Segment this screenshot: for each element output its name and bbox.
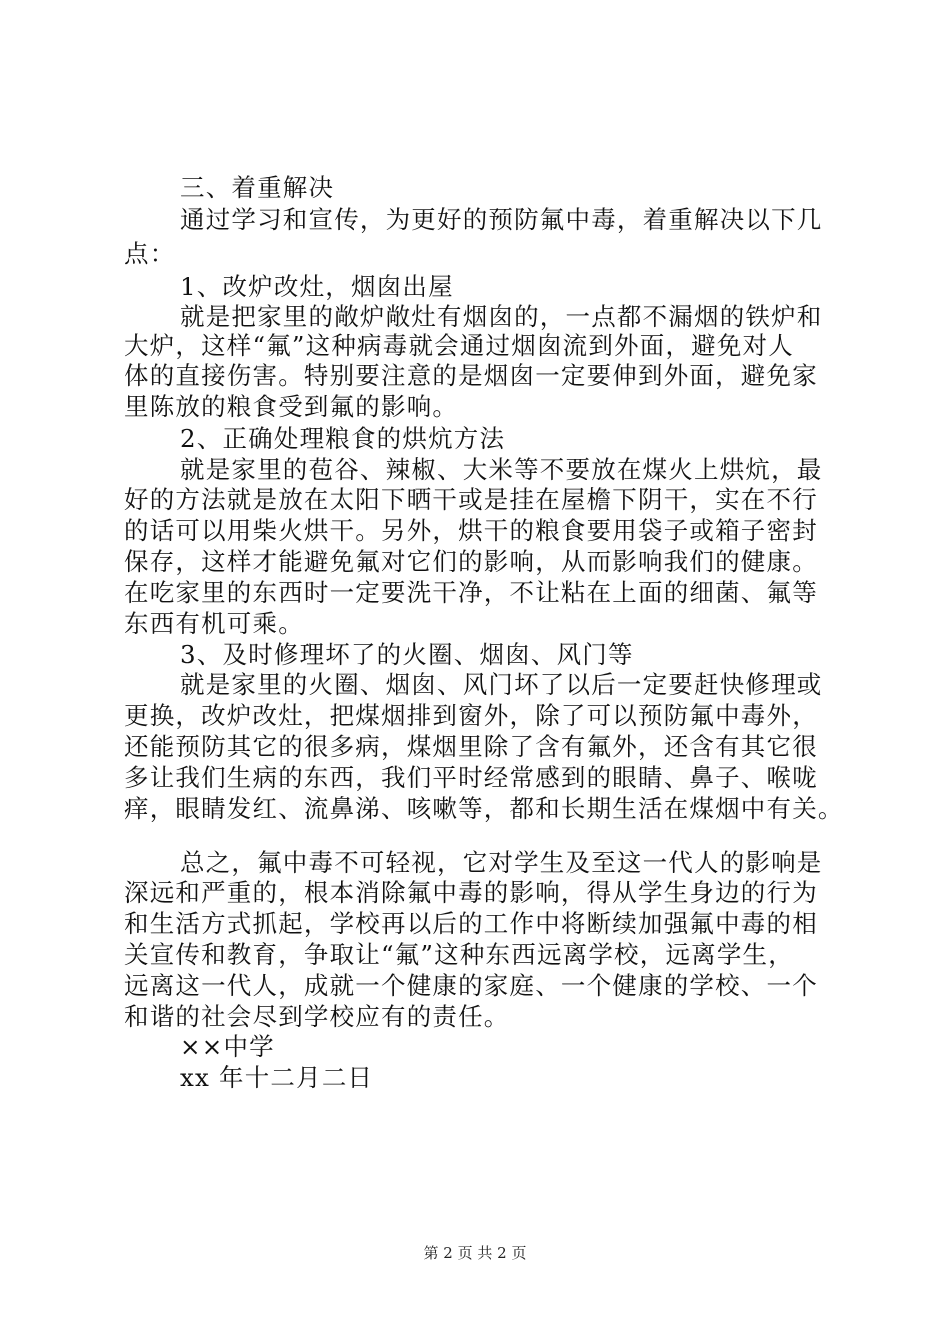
- subheading-1: 1、改炉改灶，烟囱出屋: [180, 272, 454, 301]
- conclusion-line: 总之，氟中毒不可轻视，它对学生及至这一代人的影响是: [180, 848, 823, 877]
- body-line: 多让我们生病的东西，我们平时经常感到的眼睛、鼻子、喉咙: [124, 763, 818, 792]
- subheading-2: 2、正确处理粮食的烘炕方法: [180, 424, 506, 453]
- section-heading-3: 三、着重解决: [180, 173, 335, 202]
- body-line: 保存，这样才能避免氟对它们的影响，从而影响我们的健康。: [124, 547, 818, 576]
- body-line: 更换，改炉改灶，把煤烟排到窗外，除了可以预防氟中毒外，: [124, 701, 818, 730]
- signature-date: xx 年十二月二日: [180, 1063, 374, 1092]
- conclusion-line: 和生活方式抓起，学校再以后的工作中将断续加强氟中毒的相: [124, 909, 818, 938]
- subheading-3: 3、及时修理坏了的火圈、烟囱、风门等: [180, 640, 634, 669]
- body-line: 就是把家里的敞炉敞灶有烟囱的，一点都不漏烟的铁炉和: [180, 302, 823, 331]
- conclusion-line: 和谐的社会尽到学校应有的责任。: [124, 1002, 510, 1031]
- conclusion-line: 远离这一代人，成就一个健康的家庭、一个健康的学校、一个: [124, 971, 818, 1000]
- body-line: 通过学习和宣传，为更好的预防氟中毒，着重解决以下几: [180, 205, 823, 234]
- body-line: 体的直接伤害。特别要注意的是烟囱一定要伸到外面，避免家: [124, 361, 818, 390]
- body-line: 好的方法就是放在太阳下晒干或是挂在屋檐下阴干，实在不行: [124, 485, 818, 514]
- body-line: 点：: [124, 239, 176, 268]
- body-line: 在吃家里的东西时一定要洗干净，不让粘在上面的细菌、氟等: [124, 578, 818, 607]
- body-line: 大炉，这样“氟”这种病毒就会通过烟囱流到外面，避免对人: [124, 331, 794, 360]
- body-line: 就是家里的苞谷、辣椒、大米等不要放在煤火上烘炕，最: [180, 455, 823, 484]
- conclusion-line: 关宣传和教育，争取让“氟”这种东西远离学校，远离学生，: [124, 940, 794, 969]
- body-line: 东西有机可乘。: [124, 609, 304, 638]
- body-line: 就是家里的火圈、烟囱、风门坏了以后一定要赶快修理或: [180, 670, 823, 699]
- body-line: 痒，眼睛发红、流鼻涕、咳嗽等，都和长期生活在煤烟中有关。: [124, 794, 844, 823]
- body-line: 的话可以用柴火烘干。另外，烘干的粮食要用袋子或箱子密封: [124, 516, 818, 545]
- body-line: 还能预防其它的很多病，煤烟里除了含有氟外，还含有其它很: [124, 732, 818, 761]
- signature-school: ××中学: [180, 1032, 275, 1061]
- page-footer: 第 2 页 共 2 页: [423, 1244, 527, 1262]
- body-line: 里陈放的粮食受到氟的影响。: [124, 392, 459, 421]
- conclusion-line: 深远和严重的，根本消除氟中毒的影响，得从学生身边的行为: [124, 878, 818, 907]
